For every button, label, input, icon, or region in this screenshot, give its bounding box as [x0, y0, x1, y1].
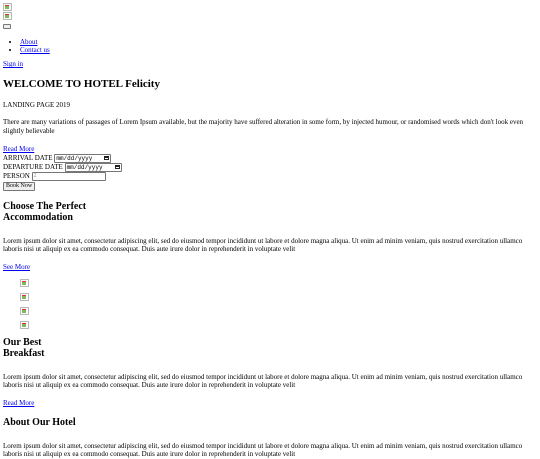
breakfast-read-more-link[interactable]: Read More	[3, 399, 35, 408]
arrival-date-placeholder: mm/dd/yyyy	[56, 154, 93, 162]
sign-in-link[interactable]: Sign in	[3, 60, 24, 69]
departure-row	[3, 163, 537, 172]
accommodation-text: Lorem ipsum dolor sit amet, consectetur adipiscing elit, sed do eiusmod tempor incididunt ut labore et dolore magna aliqua. Ut enim ad minim veniam, quis nostrud exercitation ullamco laboris nisi ut aliquip ex ea commodo consequat. Duis aute irure dolor in reprehenderit in voluptate velit	[3, 236, 523, 253]
room-broken-image-icon	[20, 307, 29, 315]
person-input[interactable]: 2	[32, 172, 106, 181]
departure-date-placeholder: mm/dd/yyyy	[66, 163, 103, 171]
room-broken-image-icon	[20, 321, 29, 329]
book-now-button[interactable]: Book Now	[3, 182, 35, 191]
nav-item-contact	[20, 46, 537, 54]
departure-date-input[interactable]	[65, 163, 122, 172]
logo-row	[3, 3, 537, 11]
arrival-row	[3, 154, 537, 163]
room-gallery	[20, 279, 537, 329]
room-broken-image-icon	[20, 293, 29, 301]
breakfast-title-line2: Breakfast	[3, 347, 45, 359]
breakfast-title	[3, 337, 537, 359]
navbar-toggler-button[interactable]	[3, 24, 11, 29]
about-title: About Our Hotel	[3, 416, 76, 428]
room-broken-image-icon	[20, 279, 29, 287]
logo-row-2	[3, 12, 537, 20]
hero-subtitle: LANDING PAGE 2019	[3, 100, 71, 109]
accommodation-title	[3, 201, 537, 223]
hero-text: There are many variations of passages of Lorem Ipsum available, but the majority have suffered alteration in some form, by injected humour, or randomised words which don't look even slightly believable	[3, 118, 524, 135]
nav-link-about[interactable]: About	[20, 38, 38, 47]
breakfast-text: Lorem ipsum dolor sit amet, consectetur adipiscing elit, sed do eiusmod tempor incididunt ut labore et dolore magna aliqua. Ut enim ad minim veniam, quis nostrud exercitation ullamco laboris nisi ut aliquip ex ea commodo consequat. Duis aute irure dolor in reprehenderit in voluptate velit	[3, 372, 523, 390]
nav-item-about	[20, 38, 537, 46]
about-text: Lorem ipsum dolor sit amet, consectetur adipiscing elit, sed do eiusmod tempor incididunt ut labore et dolore magna aliqua. Ut enim ad minim veniam, quis nostrud exercitation ullamco laboris nisi ut aliquip ex ea commodo consequat. Duis aute irure dolor in reprehenderit in voluptate velit	[3, 441, 523, 459]
person-label: PERSON	[3, 171, 30, 180]
calendar-icon[interactable]	[115, 165, 120, 169]
accommodation-title-line1: Choose The Perfect	[3, 200, 87, 212]
hero-title: WELCOME TO HOTEL Felicity	[3, 77, 160, 90]
person-row	[3, 172, 537, 181]
logo-broken-image-icon	[3, 3, 12, 11]
calendar-icon[interactable]	[104, 156, 109, 160]
breakfast-title-line1: Our Best	[3, 336, 42, 348]
nav-link-contact[interactable]: Contact us	[20, 46, 50, 55]
arrival-label: ARRIVAL DATE	[3, 153, 53, 162]
see-more-link[interactable]: See More	[3, 263, 31, 272]
arrival-date-input[interactable]	[54, 154, 111, 163]
menu-broken-image-icon	[3, 12, 12, 20]
departure-label: DEPARTURE DATE	[3, 162, 63, 171]
nav-list	[3, 38, 537, 54]
hero-read-more-link[interactable]: Read More	[3, 145, 35, 154]
accommodation-title-line2: Accommodation	[3, 211, 73, 223]
